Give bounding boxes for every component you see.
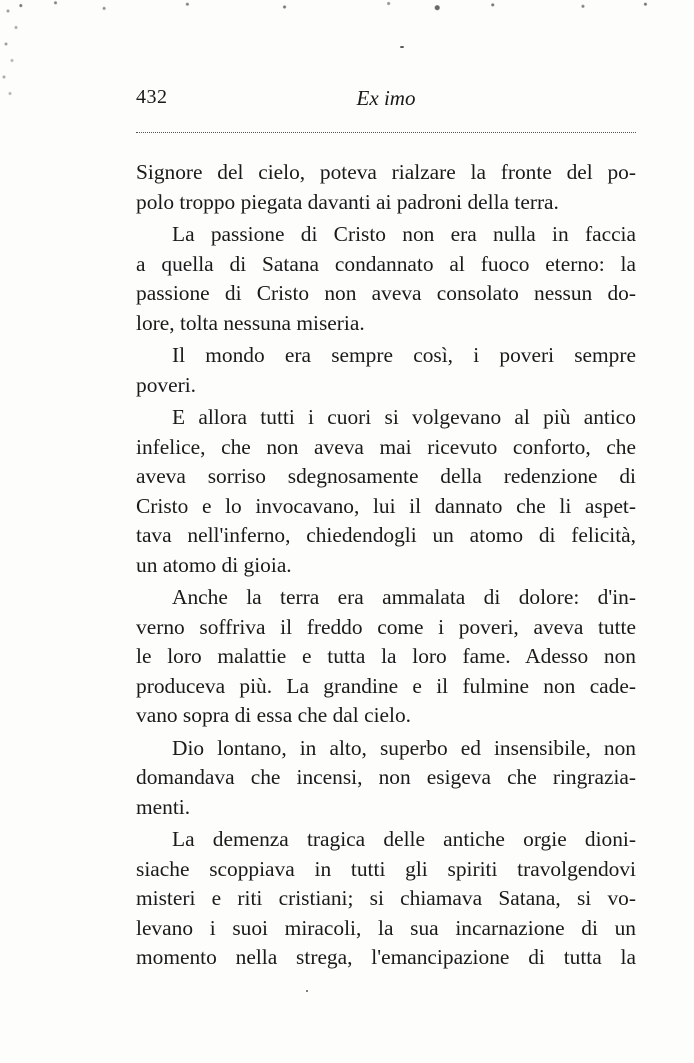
scan-noise (0, 0, 694, 14)
text-line: Anche la terra era ammalata di dolore: d'in- (172, 585, 636, 609)
paragraph-3 (136, 341, 636, 400)
body-text (136, 158, 636, 976)
running-title: Ex imo (356, 86, 416, 110)
text-line: le loro malattie e tutta la loro fame. Adesso non (136, 644, 636, 668)
text-line: siache scoppiava in tutti gli spiriti travolgendovi (136, 856, 636, 881)
text-line: verno soffriva il freddo come i poveri, aveva tutte (136, 614, 636, 639)
paragraph-5 (136, 583, 636, 731)
text-line: un atomo di gioia. (136, 552, 292, 577)
text-line: domandava che incensi, non esigeva che ringrazia- (136, 765, 636, 789)
scan-speck (400, 46, 404, 48)
text-line: vano sopra di essa che dal cielo. (136, 703, 412, 727)
text-line: produceva più. La grandine e il fulmine non cade- (136, 673, 636, 698)
text-line: lore, tolta nessuna miseria. (136, 310, 365, 335)
paragraph-2 (136, 220, 636, 338)
text-line: polo troppo piegata davanti ai padroni della terra. (136, 189, 559, 214)
text-line: La passione di Cristo non era nulla in faccia (172, 222, 636, 246)
text-line: E allora tutti i cuori si volgevano al più antico (172, 405, 636, 429)
paragraph-1 (136, 158, 636, 217)
text-line: Dio lontano, in alto, superbo ed insensibile, non (172, 735, 636, 760)
text-line: menti. (136, 794, 191, 819)
text-line: Cristo e lo invocavano, lui il dannato che li aspet- (136, 493, 636, 518)
text-line: levano i suoi miracoli, la sua incarnazione di un (136, 915, 636, 940)
text-line: infelice, che non aveva mai ricevuto conforto, che (136, 434, 636, 459)
page-header (136, 86, 636, 116)
text-line: La demenza tragica delle antiche orgie dioni- (172, 827, 636, 851)
paragraph-7 (136, 825, 636, 973)
paragraph-6 (136, 734, 636, 823)
text-line: a quella di Satana condannato al fuoco eterno: la (136, 251, 636, 276)
page-number: 432 (136, 86, 168, 108)
text-line: tava nell'inferno, chiedendogli un atomo di felicità, (136, 523, 636, 547)
text-line: passione di Cristo non aveva consolato nessun do- (136, 281, 636, 305)
text-line: aveva sorriso sdegnosamente della redenzione di (136, 464, 636, 488)
text-line: misteri e riti cristiani; si chiamava Satana, si vo- (136, 886, 636, 910)
text-line: momento nella strega, l'emancipazione di tutta la (136, 945, 636, 969)
text-line: Il mondo era sempre così, i poveri sempre (172, 343, 636, 367)
header-rule (136, 132, 636, 133)
scan-speck (306, 990, 308, 992)
paragraph-4 (136, 403, 636, 580)
scan-noise-corner (0, 0, 40, 110)
text-line: Signore del cielo, poteva rialzare la fronte del po- (136, 160, 636, 184)
text-line: poveri. (136, 372, 196, 397)
